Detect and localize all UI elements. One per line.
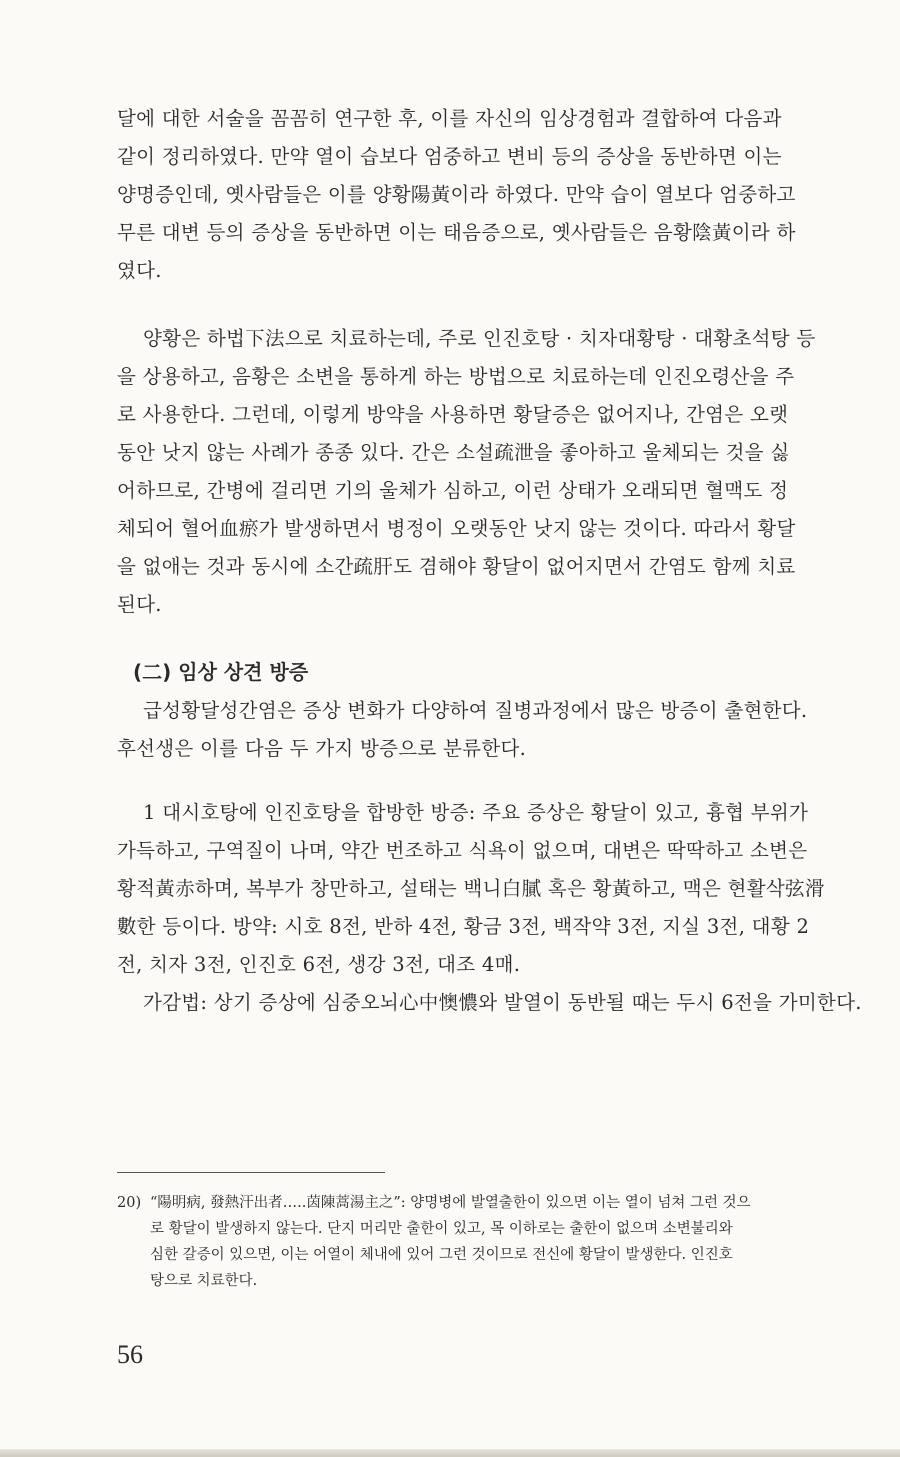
paragraph-2 [117,320,862,624]
text-line: 후선생은 이를 다음 두 가지 방증으로 분류한다. [117,737,527,760]
footnote-number: 20) [117,1195,142,1211]
body-text [117,100,862,1022]
text-line: 급성황달성간염은 증상 변화가 다양하여 질병과정에서 많은 방증이 출현한다. [143,699,808,722]
text-line: 였다. [117,259,162,282]
text-line: 무른 대변 등의 증상을 동반하면 이는 태음증으로, 옛사람들은 음황陰黃이라 하 [117,221,796,244]
text-line: 가감법: 상기 증상에 심중오뇌心中懊憹와 발열이 동반될 때는 두시 6전을 가미한다. [143,991,862,1014]
text-line: 양명증인데, 옛사람들은 이를 양황陽黃이라 하였다. 만약 습이 열보다 엄중하고 [117,183,796,206]
text-line: 같이 정리하였다. 만약 열이 습보다 엄중하고 변비 등의 증상을 동반하면 이는 [117,145,782,168]
text-line: 달에 대한 서술을 꼼꼼히 연구한 후, 이를 자신의 임상경험과 결합하여 다음과 [117,107,782,130]
text-line: 1 대시호탕에 인진호탕을 합방한 방증: 주요 증상은 황달이 있고, 흉협 부위가 [143,801,809,824]
text-line: 체되어 혈어血瘀가 발생하면서 병정이 오랫동안 낫지 않는 것이다. 따라서 황달 [117,517,796,540]
text-line: 동안 낫지 않는 사례가 종종 있다. 간은 소설疏泄을 좋아하고 울체되는 것을 싫 [117,441,790,464]
footnote-divider [117,1172,385,1173]
text-line: 로 사용한다. 그런데, 이렇게 방약을 사용하면 황달증은 없어지나, 간염은 오랫 [117,403,789,426]
footnote-line: “陽明病, 發熱汗出者…..茵陳蒿湯主之”: 양명병에 발열출한이 있으면 이는 열이 넘쳐 그런 것으 [150,1195,751,1211]
paragraph-3 [117,692,862,768]
paragraph-4 [117,794,862,984]
text-line: 된다. [117,593,162,616]
text-line: 數한 등이다. 방약: 시호 8전, 반하 4전, 황금 3전, 백작약 3전, 지실 3전, 대황 2 [117,915,810,938]
text-line: 을 상용하고, 음황은 소변을 통하게 하는 방법으로 치료하는데 인진오령산을 주 [117,365,795,388]
page-number: 56 [117,1340,143,1369]
paragraph-5 [117,984,862,1022]
text-line: 어하므로, 간병에 걸리면 기의 울체가 심하고, 이런 상태가 오래되면 혈맥도 정 [117,479,789,502]
text-line: 황적黃赤하며, 복부가 창만하고, 설태는 백니白膩 혹은 황黃하고, 맥은 현활삭弦滑 [117,877,825,900]
footnote-line: 로 황달이 발생하지 않는다. 단지 머리만 출한이 있고, 목 이하로는 출한이 없으며 소변불리와 [150,1221,733,1237]
footnote-body [150,1190,862,1294]
paragraph-1 [117,100,862,290]
text-line: 전, 치자 3전, 인진호 6전, 생강 3전, 대조 4매. [117,953,521,976]
text-line: 가득하고, 구역질이 나며, 약간 번조하고 식욕이 없으며, 대변은 딱딱하고 소변은 [117,839,808,862]
text-line: 양황은 하법下法으로 치료하는데, 주로 인진호탕 · 치자대황탕 · 대황초석탕 등 [143,327,816,350]
section-heading: (二) 임상 상견 방증 [133,660,309,684]
text-line: 을 없애는 것과 동시에 소간疏肝도 겸해야 황달이 없어지면서 간염도 함께 치료 [117,555,796,578]
page-edge [0,1449,900,1457]
footnote [117,1190,862,1294]
footnote-line: 탕으로 치료한다. [150,1273,258,1289]
footnote-line: 심한 갈증이 있으면, 이는 어열이 체내에 있어 그런 것이므로 전신에 황달이 발생한다. 인진호 [150,1247,733,1263]
